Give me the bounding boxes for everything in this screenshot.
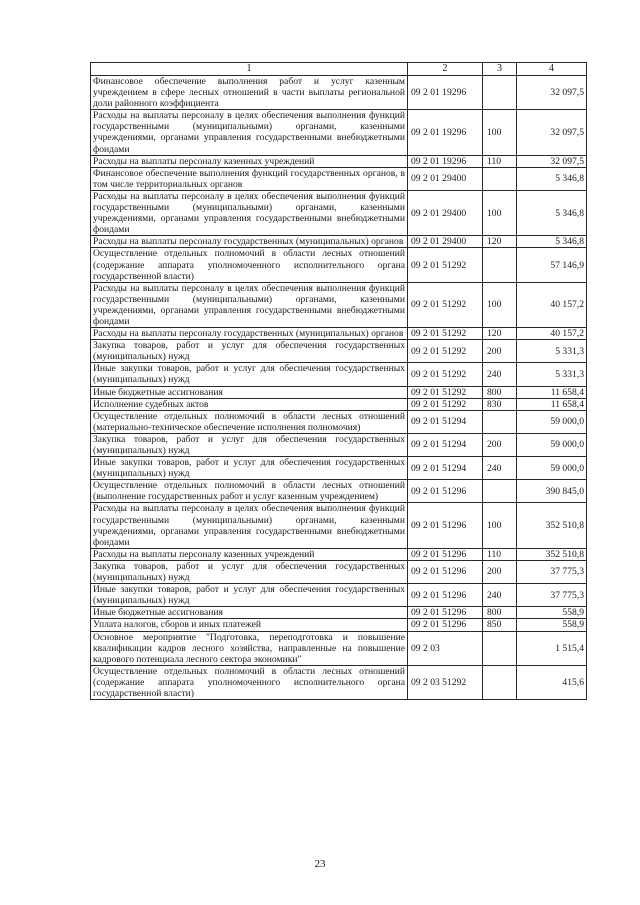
row-amount-cell: 5 346,8 — [517, 167, 587, 190]
column-header-2: 2 — [408, 63, 483, 76]
row-name-cell: Расходы на выплаты персоналу государственных (муниципальных) органов — [91, 236, 408, 248]
row-type-cell: 100 — [483, 110, 517, 155]
row-amount-cell: 415,6 — [517, 665, 587, 699]
table-row — [91, 76, 587, 110]
row-amount-cell: 37 775,3 — [517, 560, 587, 583]
row-amount-cell: 59 000,0 — [517, 410, 587, 433]
row-code-cell: 09 2 01 51292 — [408, 363, 483, 386]
row-type-cell — [483, 410, 517, 433]
table-row — [91, 433, 587, 456]
row-amount-cell: 5 331,3 — [517, 340, 587, 363]
row-amount-cell: 390 845,0 — [517, 480, 587, 503]
row-name-cell: Финансовое обеспечение выполнения работ и услуг казенным учреждением в сфере лесных отношений в части выплаты региональной доли районного коэффициента — [91, 76, 408, 110]
table-row — [91, 619, 587, 631]
row-name-cell: Расходы на выплаты персоналу государственных (муниципальных) органов — [91, 328, 408, 340]
table-row — [91, 631, 587, 665]
row-code-cell: 09 2 01 19296 — [408, 76, 483, 110]
row-amount-cell: 59 000,0 — [517, 457, 587, 480]
row-type-cell: 100 — [483, 190, 517, 235]
row-code-cell: 09 2 01 51294 — [408, 410, 483, 433]
row-type-cell: 240 — [483, 584, 517, 607]
row-code-cell: 09 2 01 29400 — [408, 190, 483, 235]
row-type-cell: 800 — [483, 386, 517, 398]
row-code-cell: 09 2 03 — [408, 631, 483, 665]
row-name-cell: Осуществление отдельных полномочий в области лесных отношений (выполнение государственных работ и услуг казенным учреждением) — [91, 480, 408, 503]
row-name-cell: Расходы на выплаты персоналу в целях обеспечения выполнения функций государственными (муниципальными) органами, казенными учреждениями, органами управления государственными внебюджетными фондами — [91, 282, 408, 327]
row-amount-cell: 352 510,8 — [517, 548, 587, 560]
row-amount-cell: 32 097,5 — [517, 155, 587, 167]
row-code-cell: 09 2 01 19296 — [408, 155, 483, 167]
column-header-3: 3 — [483, 63, 517, 76]
table-row — [91, 584, 587, 607]
row-amount-cell: 59 000,0 — [517, 433, 587, 456]
row-amount-cell: 57 146,9 — [517, 248, 587, 282]
table-row — [91, 607, 587, 619]
row-name-cell: Расходы на выплаты персоналу в целях обеспечения выполнения функций государственными (муниципальными) органами, казенными учреждениями, органами управления государственными внебюджетными фондами — [91, 503, 408, 548]
row-amount-cell: 1 515,4 — [517, 631, 587, 665]
row-type-cell — [483, 248, 517, 282]
table-row — [91, 457, 587, 480]
table-row — [91, 155, 587, 167]
row-amount-cell: 5 346,8 — [517, 190, 587, 235]
row-name-cell: Осуществление отдельных полномочий в области лесных отношений (содержание аппарата уполномоченного исполнительного органа государственной власти) — [91, 248, 408, 282]
row-name-cell: Иные закупки товаров, работ и услуг для обеспечения государственных (муниципальных) нужд — [91, 584, 408, 607]
row-type-cell: 240 — [483, 457, 517, 480]
row-type-cell: 100 — [483, 282, 517, 327]
row-code-cell: 09 2 01 51296 — [408, 503, 483, 548]
row-name-cell: Основное мероприятие "Подготовка, переподготовка и повышение квалификации кадров лесного хозяйства, направленные на повышение кадрового потенциала лесного сектора экономики" — [91, 631, 408, 665]
row-type-cell — [483, 76, 517, 110]
row-type-cell: 200 — [483, 340, 517, 363]
row-code-cell: 09 2 01 29400 — [408, 167, 483, 190]
row-name-cell: Расходы на выплаты персоналу казенных учреждений — [91, 548, 408, 560]
row-name-cell: Уплата налогов, сборов и иных платежей — [91, 619, 408, 631]
page-number: 23 — [314, 858, 326, 870]
row-amount-cell: 558,9 — [517, 619, 587, 631]
row-name-cell: Иные закупки товаров, работ и услуг для обеспечения государственных (муниципальных) нужд — [91, 363, 408, 386]
row-name-cell: Закупка товаров, работ и услуг для обеспечения государственных (муниципальных) нужд — [91, 340, 408, 363]
column-header-4: 4 — [517, 63, 587, 76]
row-code-cell: 09 2 01 51292 — [408, 340, 483, 363]
row-code-cell: 09 2 01 19296 — [408, 110, 483, 155]
row-type-cell: 110 — [483, 155, 517, 167]
row-name-cell: Иные бюджетные ассигнования — [91, 607, 408, 619]
row-code-cell: 09 2 01 51292 — [408, 386, 483, 398]
table-row — [91, 236, 587, 248]
row-code-cell: 09 2 01 29400 — [408, 236, 483, 248]
row-type-cell — [483, 665, 517, 699]
row-amount-cell: 11 658,4 — [517, 386, 587, 398]
row-amount-cell: 32 097,5 — [517, 76, 587, 110]
row-name-cell: Расходы на выплаты персоналу в целях обеспечения выполнения функций государственными (муниципальными) органами, казенными учреждениями, органами управления государственными внебюджетными фондами — [91, 110, 408, 155]
table-row — [91, 560, 587, 583]
row-amount-cell: 40 157,2 — [517, 328, 587, 340]
row-amount-cell: 40 157,2 — [517, 282, 587, 327]
row-type-cell: 850 — [483, 619, 517, 631]
budget-table — [90, 62, 587, 700]
row-name-cell: Расходы на выплаты персоналу казенных учреждений — [91, 155, 408, 167]
row-name-cell: Финансовое обеспечение выполнения функций государственных органов, в том числе территориальных органов — [91, 167, 408, 190]
row-amount-cell: 5 346,8 — [517, 236, 587, 248]
table-row — [91, 386, 587, 398]
row-name-cell: Иные бюджетные ассигнования — [91, 386, 408, 398]
row-code-cell: 09 2 01 51296 — [408, 607, 483, 619]
table-row — [91, 363, 587, 386]
row-code-cell: 09 2 01 51296 — [408, 560, 483, 583]
table-row — [91, 110, 587, 155]
row-type-cell: 240 — [483, 363, 517, 386]
row-code-cell: 09 2 01 51296 — [408, 480, 483, 503]
table-row — [91, 398, 587, 410]
row-amount-cell: 558,9 — [517, 607, 587, 619]
table-row — [91, 410, 587, 433]
row-amount-cell: 11 658,4 — [517, 398, 587, 410]
row-code-cell: 09 2 01 51296 — [408, 584, 483, 607]
row-name-cell: Осуществление отдельных полномочий в области лесных отношений (материально-техническое обеспечение исполнения полномочия) — [91, 410, 408, 433]
row-code-cell: 09 2 01 51296 — [408, 548, 483, 560]
row-name-cell: Осуществление отдельных полномочий в области лесных отношений (содержание аппарата уполномоченного исполнительного органа государственной власти) — [91, 665, 408, 699]
row-type-cell — [483, 631, 517, 665]
row-type-cell: 830 — [483, 398, 517, 410]
row-code-cell: 09 2 01 51296 — [408, 619, 483, 631]
row-type-cell: 120 — [483, 236, 517, 248]
table-row — [91, 282, 587, 327]
row-type-cell: 120 — [483, 328, 517, 340]
row-amount-cell: 32 097,5 — [517, 110, 587, 155]
row-code-cell: 09 2 01 51294 — [408, 457, 483, 480]
table-row — [91, 340, 587, 363]
row-name-cell: Исполнение судебных актов — [91, 398, 408, 410]
column-header-1: 1 — [91, 63, 408, 76]
table-row — [91, 503, 587, 548]
row-code-cell: 09 2 01 51292 — [408, 398, 483, 410]
budget-table-body — [91, 63, 587, 700]
row-name-cell: Расходы на выплаты персоналу в целях обеспечения выполнения функций государственными (муниципальными) органами, казенными учреждениями, органами управления государственными внебюджетными фондами — [91, 190, 408, 235]
row-amount-cell: 37 775,3 — [517, 584, 587, 607]
row-code-cell: 09 2 01 51294 — [408, 433, 483, 456]
row-type-cell: 200 — [483, 560, 517, 583]
row-type-cell — [483, 480, 517, 503]
row-type-cell: 110 — [483, 548, 517, 560]
table-row — [91, 480, 587, 503]
table-row — [91, 248, 587, 282]
row-name-cell: Закупка товаров, работ и услуг для обеспечения государственных (муниципальных) нужд — [91, 433, 408, 456]
row-type-cell: 100 — [483, 503, 517, 548]
row-name-cell: Иные закупки товаров, работ и услуг для обеспечения государственных (муниципальных) нужд — [91, 457, 408, 480]
row-type-cell: 200 — [483, 433, 517, 456]
row-type-cell: 800 — [483, 607, 517, 619]
row-name-cell: Закупка товаров, работ и услуг для обеспечения государственных (муниципальных) нужд — [91, 560, 408, 583]
table-row — [91, 190, 587, 235]
row-code-cell: 09 2 01 51292 — [408, 248, 483, 282]
table-row — [91, 328, 587, 340]
table-row — [91, 167, 587, 190]
row-amount-cell: 5 331,3 — [517, 363, 587, 386]
row-code-cell: 09 2 03 51292 — [408, 665, 483, 699]
table-row — [91, 665, 587, 699]
header-row — [91, 63, 587, 76]
table-row — [91, 548, 587, 560]
row-code-cell: 09 2 01 51292 — [408, 328, 483, 340]
row-amount-cell: 352 510,8 — [517, 503, 587, 548]
row-code-cell: 09 2 01 51292 — [408, 282, 483, 327]
row-type-cell — [483, 167, 517, 190]
